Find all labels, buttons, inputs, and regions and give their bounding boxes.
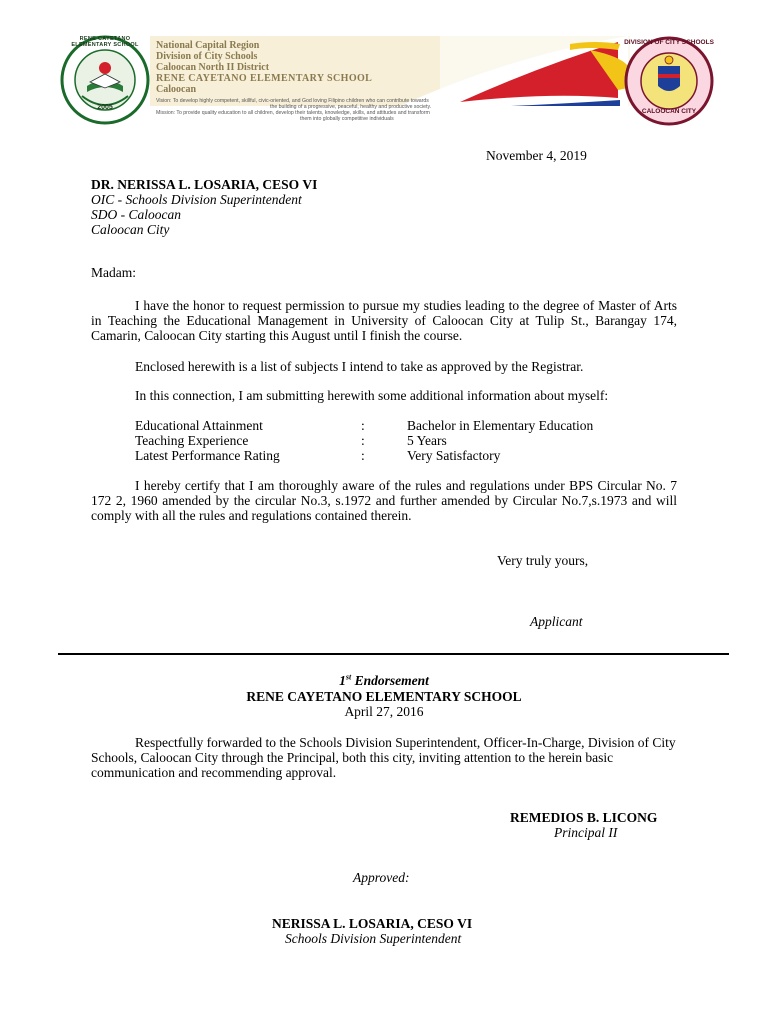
school-name-line: RENE CAYETANO ELEMENTARY SCHOOL (156, 73, 373, 84)
division-line: Division of City Schools (156, 51, 258, 62)
vision-text: Vision: To develop highly competent, skillful, civic-oriented, and God loving Filipino children who can contribute towards (156, 98, 429, 104)
mission-text: Mission: To provide quality education to all children, develop their talents, knowledge, skills, and attitudes and transform (156, 110, 430, 116)
endorsement-title (0, 673, 768, 688)
addressee-office: SDO - Caloocan (91, 207, 181, 222)
endorsement-label: Endorsement (351, 673, 429, 688)
info-label: Educational Attainment (135, 418, 263, 433)
info-value: 5 Years (407, 433, 447, 448)
banner (150, 36, 630, 128)
endorsement-date: April 27, 2016 (344, 704, 424, 719)
paragraph-additional-info: In this connection, I am submitting herewith some additional information about myself: (135, 388, 609, 403)
letterhead (60, 30, 720, 130)
endorsement-ordinal: st (345, 672, 352, 682)
paragraph-enclosed: Enclosed herewith is a list of subjects I intend to take as approved by the Registrar. (135, 359, 584, 374)
seal-text-bottom-right: CALOOCAN CITY (641, 108, 697, 115)
endorsement-school: RENE CAYETANO ELEMENTARY SCHOOL (246, 689, 522, 704)
info-separator: : (361, 418, 365, 433)
info-separator: : (361, 433, 365, 448)
info-separator: : (361, 448, 365, 463)
closing: Very truly yours, (497, 553, 589, 568)
divider (58, 653, 729, 655)
info-value: Bachelor in Elementary Education (407, 418, 594, 433)
approved-label: Approved: (353, 870, 410, 885)
info-label: Teaching Experience (135, 433, 249, 448)
addressee-name: DR. NERISSA L. LOSARIA, CESO VI (91, 177, 318, 192)
paragraph-certification: I hereby certify that I am thoroughly aware of the rules and regulations under BPS Circular No. 7 172 2, 1960 amended by the circular No.3, s.1972 and further amended by Circular No.7,s.1973 and will comply with all the rules and regulations contained therein. (91, 478, 677, 523)
signature-label: Applicant (530, 614, 583, 629)
region-line: National Capital Region (156, 40, 260, 51)
sds-name: NERISSA L. LOSARIA, CESO VI (272, 916, 473, 931)
seal-year: 2005 (97, 104, 113, 111)
addressee-title: OIC - Schools Division Superintendent (91, 192, 302, 207)
addressee-city: Caloocan City (91, 222, 170, 237)
seal-text-top: RENE CAYETANO ELEMENTARY SCHOOL (71, 36, 139, 48)
endorsement-number: 1 (339, 673, 346, 688)
city-line: Caloocan (156, 84, 196, 95)
info-value: Very Satisfactory (407, 448, 501, 463)
principal-name: REMEDIOS B. LICONG (510, 810, 658, 825)
salutation: Madam: (91, 265, 136, 280)
district-line: Caloocan North II District (156, 62, 270, 73)
sds-title: Schools Division Superintendent (285, 931, 462, 946)
vision-text-2: the building of a progressive, peaceful, healthy and productive society. (270, 104, 432, 110)
letter-date: November 4, 2019 (486, 148, 587, 163)
paragraph-request: I have the honor to request permission to pursue my studies leading to the degree of Master of Arts in Teaching the Educational Management in University of Caloocan City at Tulip St., Barangay 174, Camarin, Caloocan City starting this August until I finish the course. (91, 298, 677, 343)
info-label: Latest Performance Rating (135, 448, 280, 463)
mission-text-2: them into globally competitive individuals (300, 116, 394, 122)
endorsement-body: Respectfully forwarded to the Schools Division Superintendent, Officer-In-Charge, Division of City Schools, Caloocan City through the Principal, both this city, inviting attention to the herein basic communication and recommending approval. (91, 735, 676, 780)
principal-title: Principal II (554, 825, 618, 840)
seal-text-top-right: DIVISION OF CITY SCHOOLS (624, 39, 714, 46)
